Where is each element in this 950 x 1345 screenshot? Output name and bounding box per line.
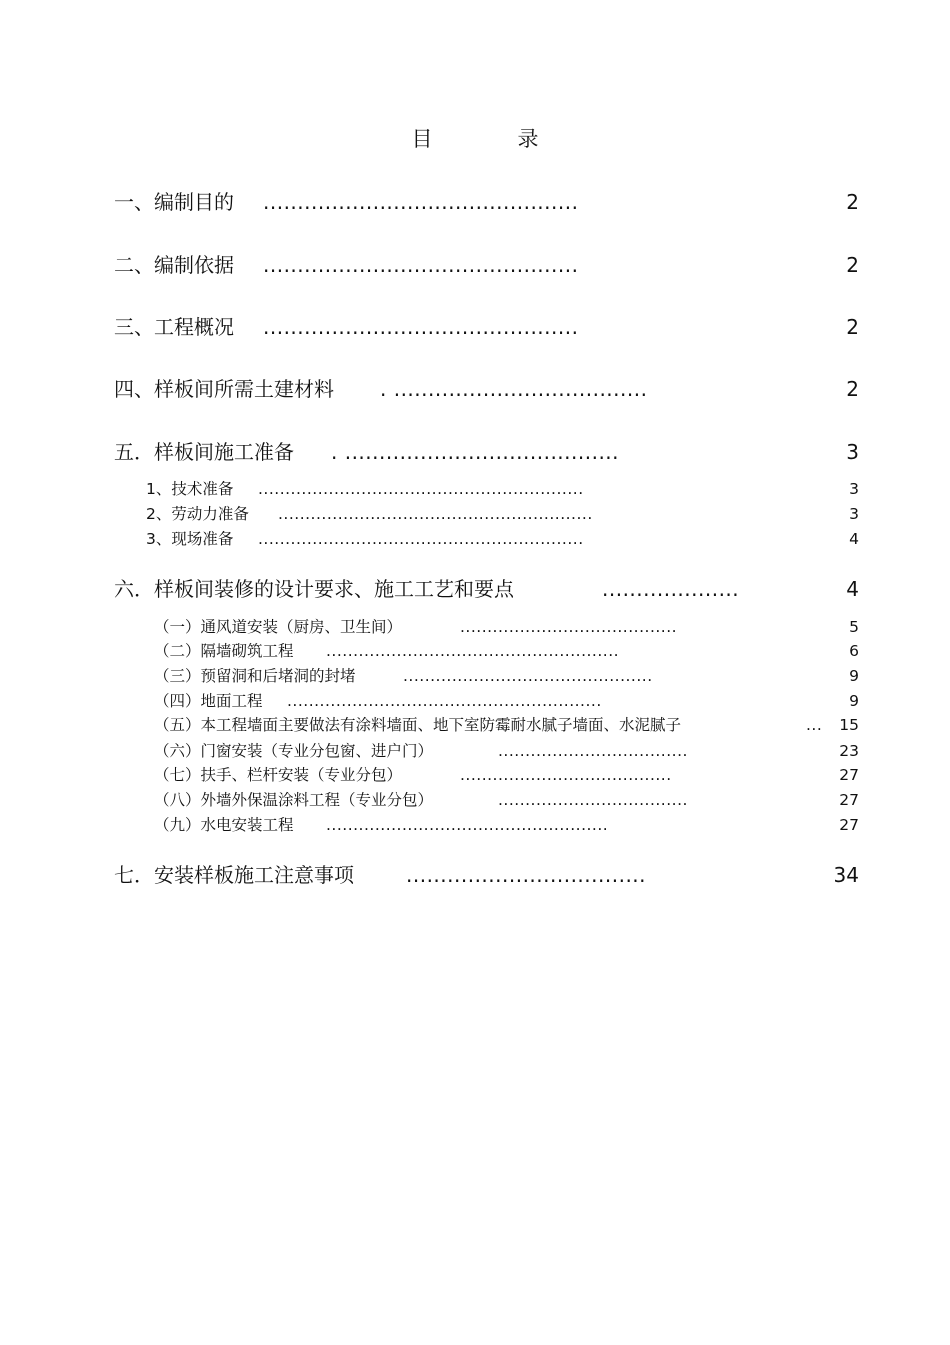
toc-dot-leader: ................................... xyxy=(498,742,688,760)
toc-dot-leader: .............................................. xyxy=(263,315,579,339)
toc-page-number: 4 xyxy=(849,530,859,548)
toc-page-number: 34 xyxy=(833,863,859,887)
toc-entry-label: （二）隔墙砌筑工程 xyxy=(154,642,294,660)
toc-subentry-5-1[interactable] xyxy=(0,477,950,501)
toc-page-number: 27 xyxy=(839,766,859,784)
toc-entry-label: （九）水电安装工程 xyxy=(154,816,294,834)
toc-subentry-6-6[interactable] xyxy=(0,739,950,763)
toc-page-number: 4 xyxy=(846,577,859,601)
toc-entry-label: 四、样板间所需土建材料 xyxy=(114,377,334,401)
toc-entry-label: （一）通风道安装（厨房、卫生间） xyxy=(154,618,403,636)
toc-page-number: 2 xyxy=(846,315,859,339)
toc-page-number: 9 xyxy=(849,667,859,685)
toc-subentry-6-2[interactable] xyxy=(0,639,950,663)
page-title: 目 录 xyxy=(411,127,571,151)
toc-entry-label: （八）外墙外保温涂料工程（专业分包） xyxy=(154,791,434,809)
toc-entry-3[interactable] xyxy=(0,313,950,341)
toc-dot-leader: ...................................................... xyxy=(326,642,620,660)
toc-subentry-6-7[interactable] xyxy=(0,763,950,787)
toc-dot-leader: .................... xyxy=(602,577,740,601)
toc-dot-leader: .......................................................... xyxy=(278,505,593,523)
toc-page-number: 23 xyxy=(839,742,859,760)
toc-page-number: 3 xyxy=(849,480,859,498)
toc-dot-leader: ........................................ xyxy=(460,618,678,636)
toc-page-number: 5 xyxy=(849,618,859,636)
toc-subentry-5-2[interactable] xyxy=(0,502,950,526)
toc-page-number: 27 xyxy=(839,816,859,834)
toc-entry-6[interactable] xyxy=(0,575,950,603)
toc-subentry-6-3[interactable] xyxy=(0,664,950,688)
toc-entry-label: 一、编制目的 xyxy=(114,190,234,214)
toc-entry-label: （三）预留洞和后堵洞的封堵 xyxy=(154,667,356,685)
toc-entry-label: 七．安装样板施工注意事项 xyxy=(114,863,354,887)
toc-entry-label: 六．样板间装修的设计要求、施工工艺和要点 xyxy=(114,577,514,601)
toc-dot-leader: .................................................... xyxy=(326,816,609,834)
toc-page-number: 2 xyxy=(846,377,859,401)
toc-subentry-6-4[interactable] xyxy=(0,689,950,713)
toc-dot-leader: ... xyxy=(806,716,823,734)
toc-dot-leader: ....................................... xyxy=(460,766,672,784)
toc-page-number: 2 xyxy=(846,253,859,277)
toc-dot-leader: .......................................................... xyxy=(287,692,602,710)
toc-subentry-6-5[interactable] xyxy=(0,713,950,737)
toc-entry-5[interactable] xyxy=(0,438,950,466)
toc-subentry-6-8[interactable] xyxy=(0,788,950,812)
toc-entry-label: 2、劳动力准备 xyxy=(146,505,249,523)
toc-subentry-6-1[interactable] xyxy=(0,615,950,639)
toc-page-number: 9 xyxy=(849,692,859,710)
toc-dot-leader: ............................................................ xyxy=(258,480,584,498)
toc-dot-leader: ................................... xyxy=(498,791,688,809)
toc-dot-leader: .............................................. xyxy=(403,667,653,685)
toc-entry-label: （七）扶手、栏杆安装（专业分包） xyxy=(154,766,403,784)
toc-page-number: 3 xyxy=(846,440,859,464)
toc-dot-leader: . ..................................... xyxy=(380,377,648,401)
toc-entry-label: 三、工程概况 xyxy=(114,315,234,339)
toc-page-number: 6 xyxy=(849,642,859,660)
toc-page-number: 3 xyxy=(849,505,859,523)
toc-entry-label: （五）本工程墙面主要做法有涂料墙面、地下室防霉耐水腻子墙面、水泥腻子 xyxy=(154,716,682,734)
toc-entry-label: （四）地面工程 xyxy=(154,692,263,710)
toc-page-number: 27 xyxy=(839,791,859,809)
toc-entry-7[interactable] xyxy=(0,861,950,889)
toc-entry-4[interactable] xyxy=(0,375,950,403)
toc-entry-label: （六）门窗安装（专业分包窗、进户门） xyxy=(154,742,434,760)
toc-entry-label: 3、现场准备 xyxy=(146,530,234,548)
toc-dot-leader: .............................................. xyxy=(263,253,579,277)
toc-entry-label: 二、编制依据 xyxy=(114,253,234,277)
toc-page-number: 2 xyxy=(846,190,859,214)
toc-entry-2[interactable] xyxy=(0,251,950,279)
toc-entry-label: 五．样板间施工准备 xyxy=(114,440,294,464)
toc-dot-leader: . ........................................ xyxy=(331,440,620,464)
toc-dot-leader: ............................................................ xyxy=(258,530,584,548)
toc-dot-leader: .............................................. xyxy=(263,190,579,214)
toc-page-number: 15 xyxy=(839,716,859,734)
toc-dot-leader: ................................... xyxy=(406,863,647,887)
toc-entry-1[interactable] xyxy=(0,188,950,216)
toc-entry-label: 1、技术准备 xyxy=(146,480,234,498)
toc-subentry-6-9[interactable] xyxy=(0,813,950,837)
toc-subentry-5-3[interactable] xyxy=(0,527,950,551)
